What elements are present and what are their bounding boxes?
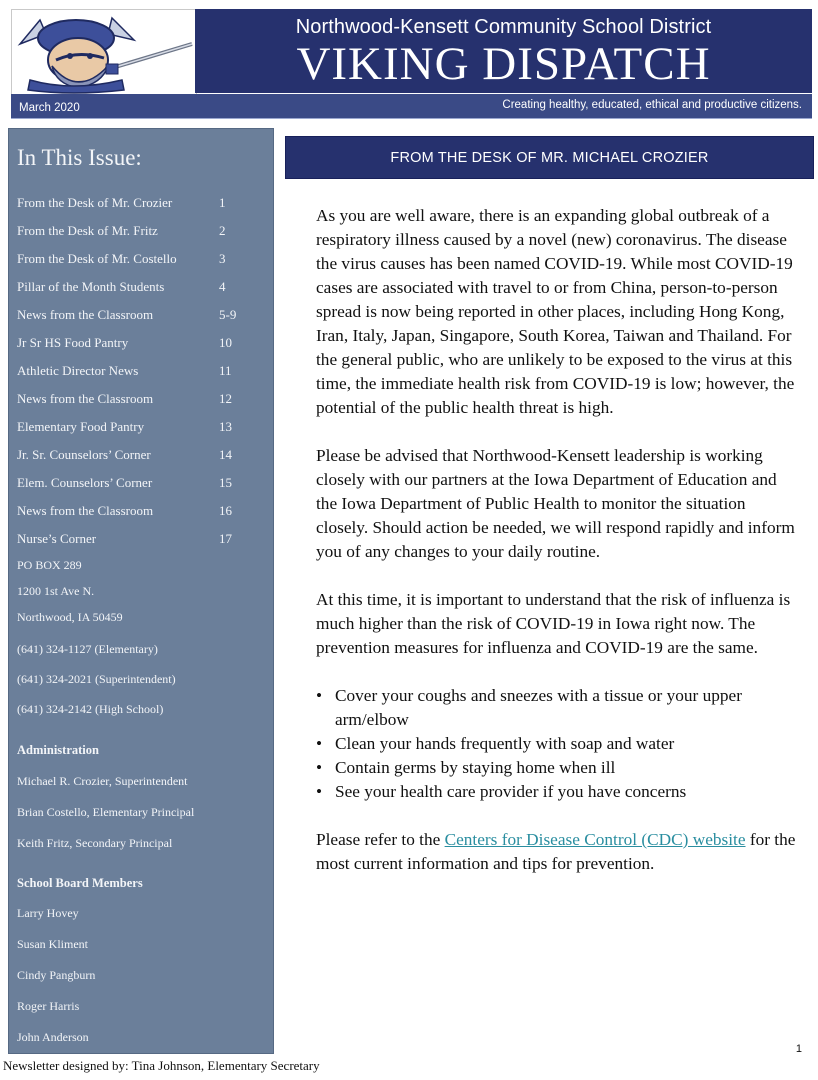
- toc-item-title: News from the Classroom: [17, 307, 154, 322]
- toc-item-page: 13: [219, 419, 232, 434]
- toc-item[interactable]: [17, 503, 267, 531]
- address-line: Northwood, IA 50459: [17, 610, 123, 624]
- admin-member: Brian Costello, Elementary Principal: [17, 805, 195, 819]
- closing-paragraph: [316, 828, 796, 876]
- masthead-banner: [195, 9, 812, 93]
- phone-high-school: (641) 324-2142 (High School): [17, 702, 164, 716]
- toc-item[interactable]: [17, 531, 267, 559]
- closing-text: Please refer to the: [316, 830, 445, 849]
- school-board-heading: School Board Members: [17, 876, 143, 890]
- toc-item-page: 16: [219, 503, 232, 518]
- admin-member: Keith Fritz, Secondary Principal: [17, 836, 173, 850]
- district-name: Northwood-Kensett Community School District: [295, 16, 712, 38]
- toc-item-page: 14: [219, 447, 232, 462]
- issue-date: March 2020: [19, 102, 80, 114]
- toc-item-title: News from the Classroom: [17, 503, 154, 518]
- phone-elementary: (641) 324-1127 (Elementary): [17, 642, 158, 656]
- board-member: Roger Harris: [17, 999, 80, 1013]
- board-member: John Anderson: [17, 1030, 89, 1044]
- phone-superintendent: (641) 324-2021 (Superintendent): [17, 672, 176, 686]
- toc-item-page: 12: [219, 391, 232, 406]
- board-member: Susan Kliment: [17, 937, 88, 951]
- board-member: Cindy Pangburn: [17, 968, 96, 982]
- toc-item[interactable]: [17, 475, 267, 503]
- toc-item-title: Pillar of the Month Students: [17, 279, 165, 294]
- article-paragraph: As you are well aware, there is an expanding global outbreak of a respiratory illness caused by a novel (new) coronavirus. The disease the virus causes has been named COVID-19. While most COVID-19 cases are associated with travel to or from China, person-to-person spread is now being reported in other places, including Hong Kong, Iran, Italy, Japan, Singapore, South Korea, Taiwan and Thailand. For the general public, who are unlikely to be exposed to the virus at this time, the immediate health risk from COVID-19 is low; however, the potential of the public health threat is high.: [316, 206, 795, 417]
- sidebar-title: In This Issue:: [17, 145, 142, 170]
- toc-item[interactable]: [17, 391, 267, 419]
- district-motto: Creating healthy, educated, ethical and productive citizens.: [502, 99, 802, 111]
- toc-item-page: 2: [219, 223, 226, 238]
- designer-credit: Newsletter designed by: Tina Johnson, Elementary Secretary: [3, 1058, 320, 1073]
- prevention-list: [316, 684, 796, 804]
- viking-logo: [11, 9, 197, 95]
- toc-item[interactable]: [17, 447, 267, 475]
- address-line: PO BOX 289: [17, 558, 82, 572]
- toc-item[interactable]: [17, 195, 267, 223]
- list-item: • Contain germs by staying home when ill: [316, 756, 796, 780]
- toc-item-title: From the Desk of Mr. Crozier: [17, 195, 173, 210]
- page-number: 1: [795, 1043, 802, 1055]
- toc-item-page: 3: [219, 251, 226, 266]
- toc-item-title: Jr Sr HS Food Pantry: [17, 335, 129, 350]
- toc-item[interactable]: [17, 335, 267, 363]
- toc-item-title: From the Desk of Mr. Costello: [17, 251, 177, 266]
- toc-item-title: Elementary Food Pantry: [17, 419, 145, 434]
- toc-item[interactable]: [17, 279, 267, 307]
- toc-item-title: Athletic Director News: [17, 363, 139, 378]
- toc-item[interactable]: [17, 223, 267, 251]
- toc-item-page: 1: [219, 195, 226, 210]
- sidebar: [8, 128, 274, 1054]
- toc-item-page: 15: [219, 475, 232, 490]
- toc-item-title: Jr. Sr. Counselors’ Corner: [17, 447, 151, 462]
- closing-text: for the most current information and tips for prevention.: [316, 830, 796, 873]
- section-heading: FROM THE DESK OF MR. MICHAEL CROZIER: [285, 136, 814, 179]
- list-item: • See your health care provider if you have concerns: [316, 780, 796, 804]
- article-paragraph: At this time, it is important to understand that the risk of influenza is much higher than the risk of COVID-19 in Iowa right now. The prevention measures for influenza and COVID-19 are the same.: [316, 590, 791, 657]
- board-member: Larry Hovey: [17, 906, 79, 920]
- list-item: • Clean your hands frequently with soap and water: [316, 732, 796, 756]
- toc-item-title: From the Desk of Mr. Fritz: [17, 223, 158, 238]
- toc-item[interactable]: [17, 419, 267, 447]
- table-of-contents: [17, 195, 267, 559]
- cdc-website-link[interactable]: Centers for Disease Control (CDC) website: [444, 830, 746, 849]
- toc-item-page: 4: [219, 279, 226, 294]
- toc-item-page: 17: [219, 531, 232, 546]
- toc-item-title: News from the Classroom: [17, 391, 154, 406]
- toc-item-page: 11: [219, 363, 232, 378]
- viking-mascot-icon: [12, 10, 196, 94]
- toc-item[interactable]: [17, 251, 267, 279]
- toc-item[interactable]: [17, 363, 267, 391]
- toc-item-page: 10: [219, 335, 232, 350]
- article-paragraph: Please be advised that Northwood-Kensett leadership is working closely with our partners at the Iowa Department of Education and the Iowa Department of Public Health to monitor the situation closely. Should action be needed, we will respond rapidly and inform you of any changes to your daily routine.: [316, 446, 795, 561]
- article-body: [316, 204, 796, 900]
- address-line: 1200 1st Ave N.: [17, 584, 95, 598]
- toc-item[interactable]: [17, 307, 267, 335]
- admin-member: Michael R. Crozier, Superintendent: [17, 774, 188, 788]
- toc-item-title: Nurse’s Corner: [17, 531, 97, 546]
- toc-item-page: 5-9: [219, 307, 237, 322]
- toc-item-title: Elem. Counselors’ Corner: [17, 475, 153, 490]
- administration-heading: Administration: [17, 743, 99, 757]
- subheader-bar: [11, 94, 812, 119]
- list-item: • Cover your coughs and sneezes with a tissue or your upper arm/elbow: [316, 684, 796, 732]
- newsletter-title: VIKING DISPATCH: [296, 38, 711, 90]
